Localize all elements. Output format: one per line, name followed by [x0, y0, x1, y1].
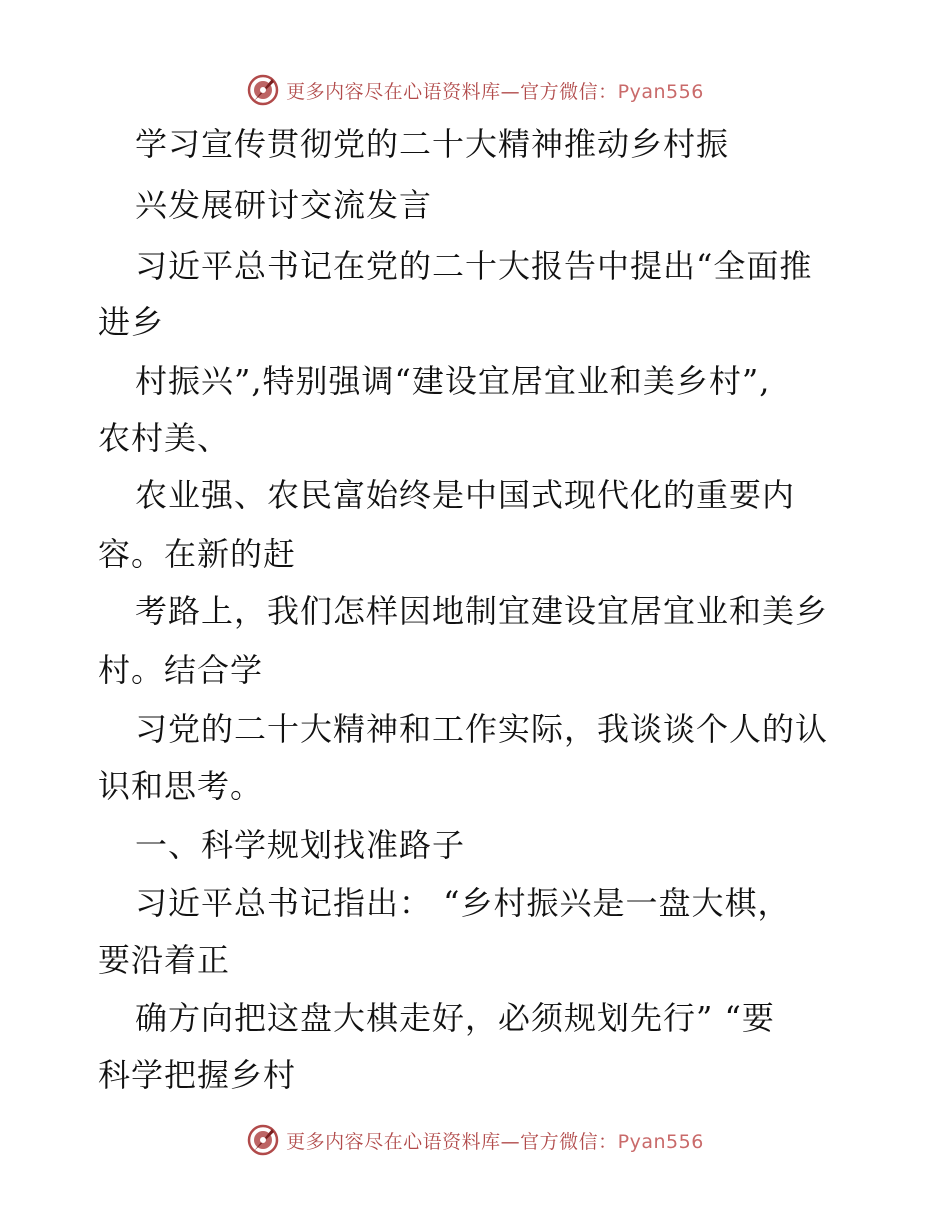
text-line: 确方向把这盘大棋走好，必须规划先行” “要	[135, 999, 775, 1037]
text-line: 要沿着正	[98, 941, 231, 979]
title-line-1: 学习宣传贯彻党的二十大精神推动乡村振	[135, 125, 730, 163]
text-line: 科学把握乡村	[98, 1056, 297, 1094]
watermark-text: 更多内容尽在心语资料库—官方微信：Pyan556	[286, 1130, 704, 1153]
text-line: 进乡	[98, 303, 165, 341]
quill-logo-icon	[246, 1123, 280, 1157]
text-line: 考路上，我们怎样因地制宜建设宜居宜业和美乡	[135, 592, 829, 630]
header-watermark	[0, 70, 950, 110]
text-line: 习近平总书记在党的二十大报告中提出“全面推	[135, 247, 813, 285]
text-line: 村振兴”,特别强调“建设宜居宜业和美乡村”,	[135, 362, 771, 400]
text-line: 农业强、农民富始终是中国式现代化的重要内	[135, 476, 796, 514]
text-line: 识和思考。	[98, 767, 264, 805]
footer-watermark	[0, 1120, 950, 1160]
section-heading: 一、科学规划找准路子	[135, 826, 466, 864]
quill-logo-icon	[246, 73, 280, 107]
text-line: 容。在新的赶	[98, 535, 297, 573]
text-line: 习近平总书记指出： “乡村振兴是一盘大棋，	[135, 884, 791, 922]
text-line: 村。结合学	[98, 651, 264, 689]
text-line: 农村美、	[98, 419, 231, 457]
watermark-text: 更多内容尽在心语资料库—官方微信：Pyan556	[286, 80, 704, 103]
text-line: 习党的二十大精神和工作实际，我谈谈个人的认	[135, 710, 829, 748]
title-line-2: 兴发展研讨交流发言	[135, 186, 433, 224]
